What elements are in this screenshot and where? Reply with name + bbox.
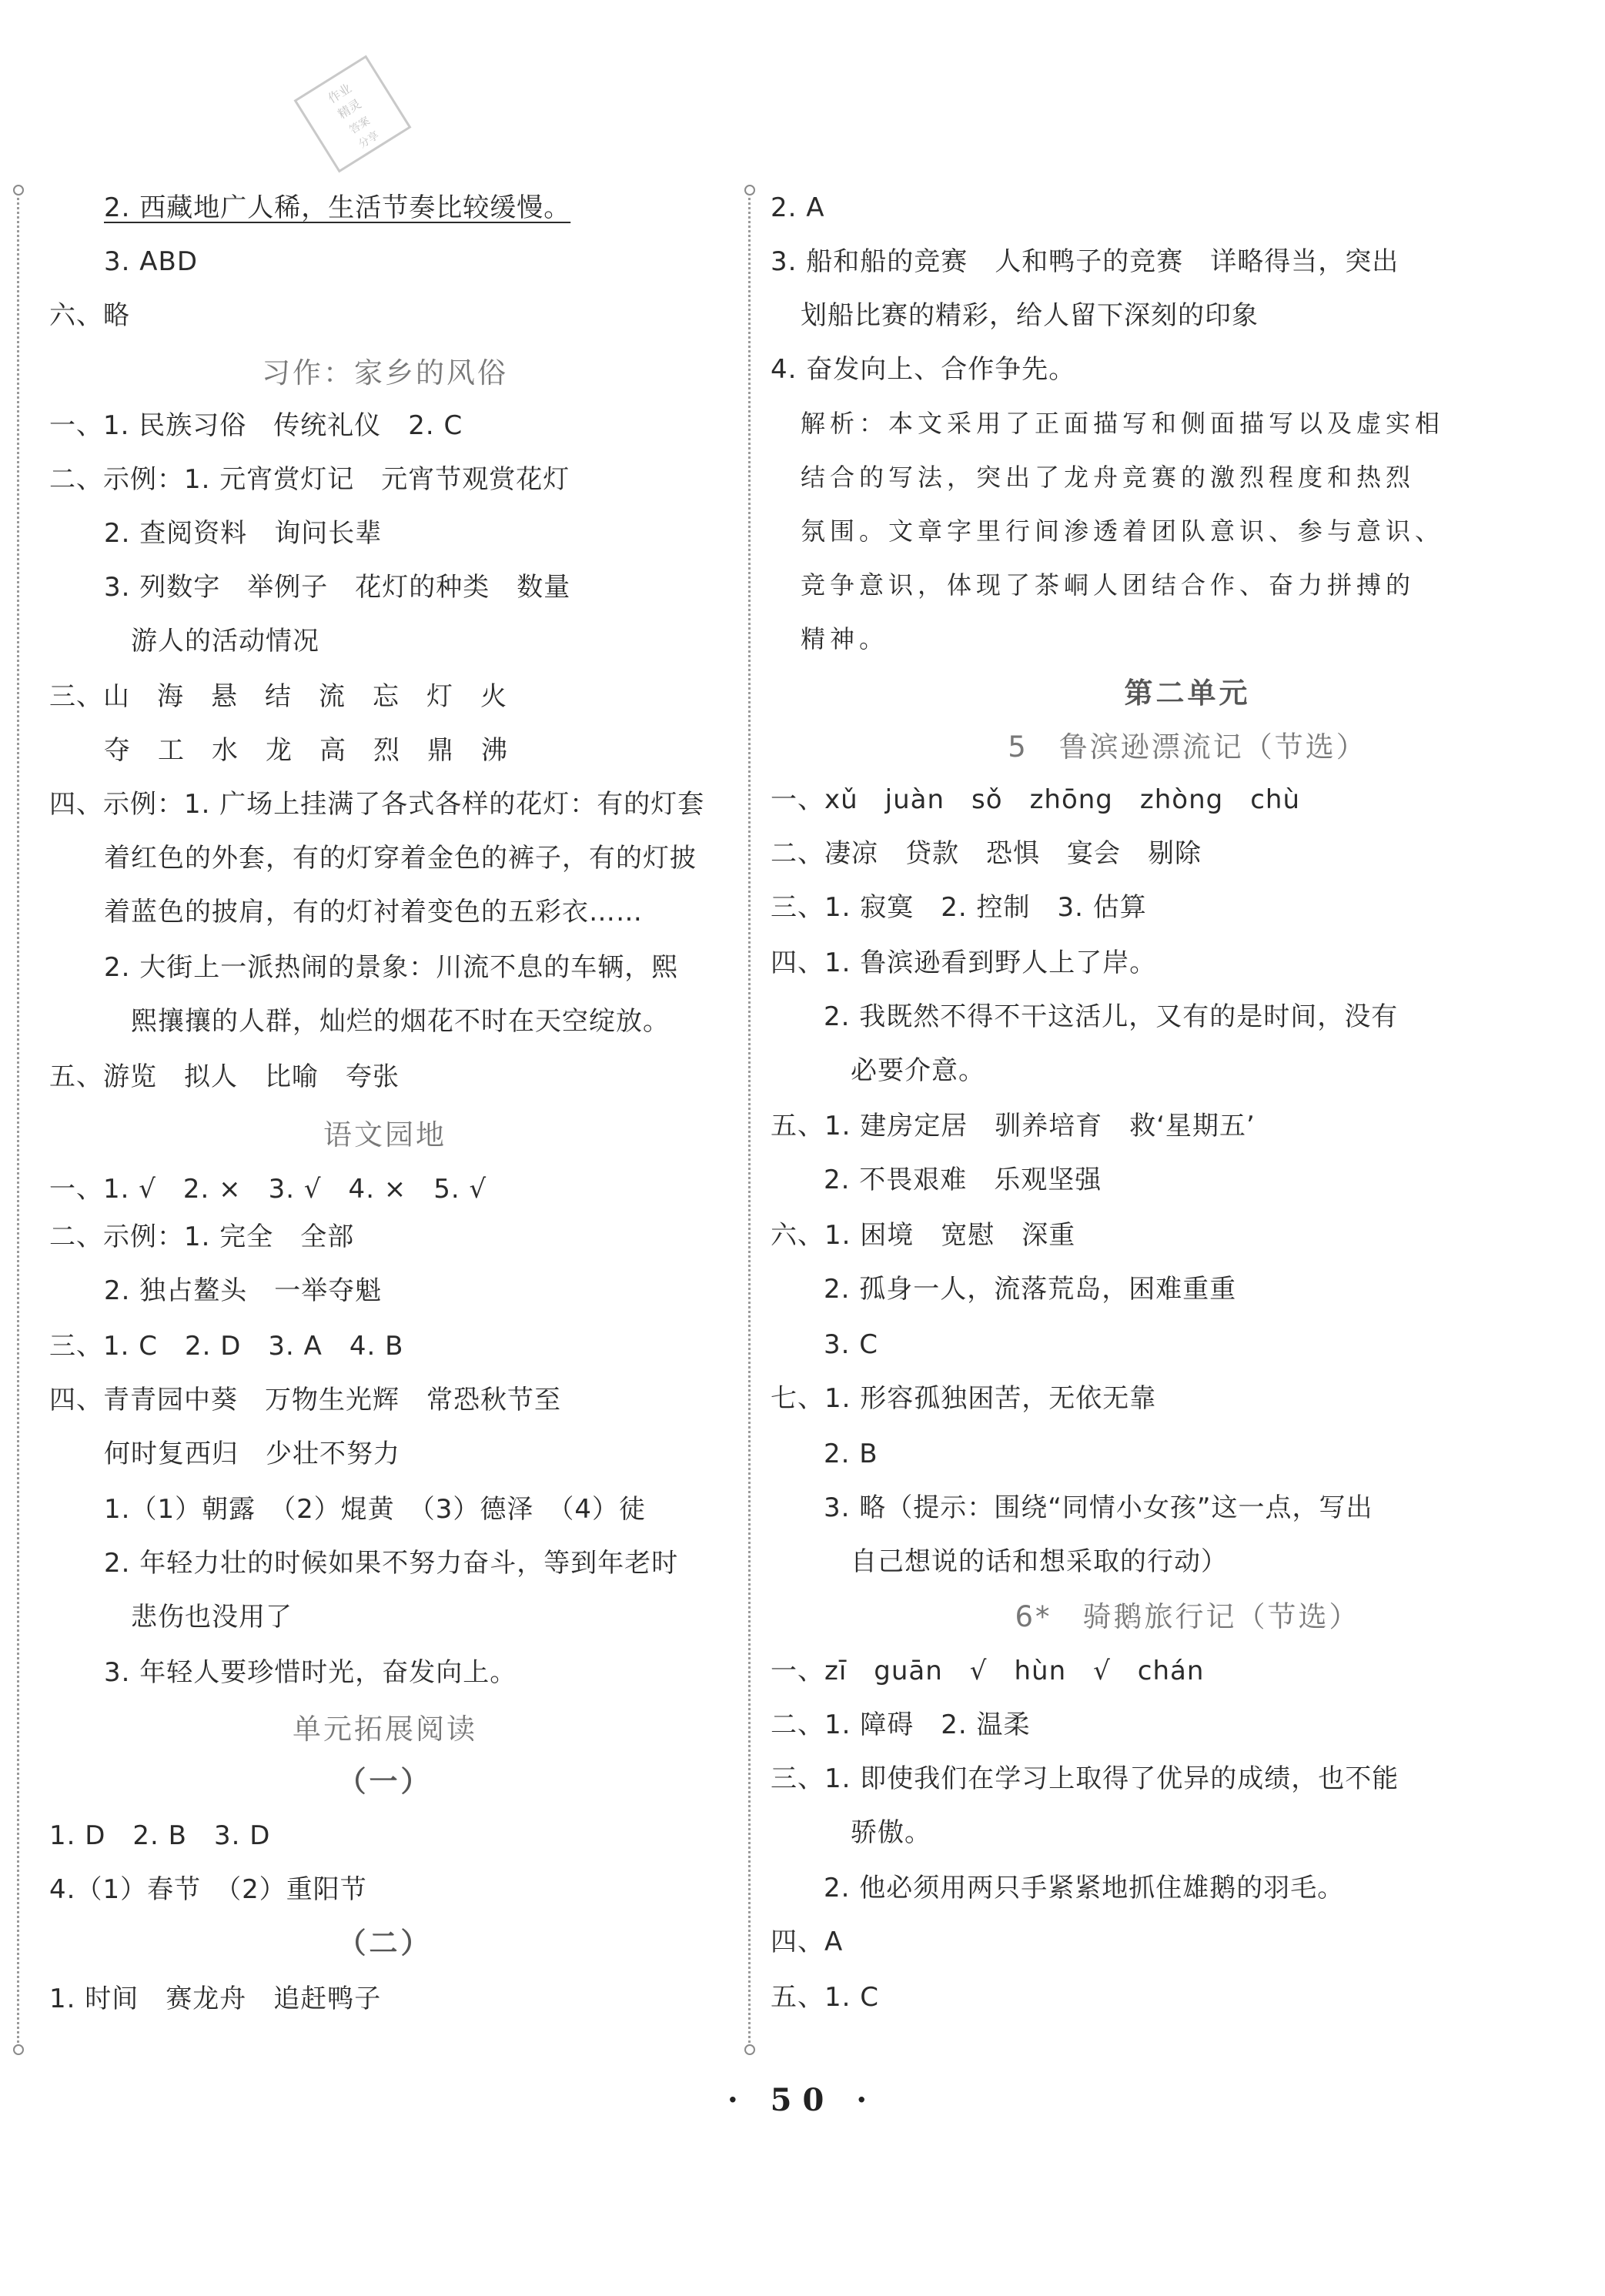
answer-line: 2. 我既然不得不干这活儿，又有的是时间，没有 [824, 1001, 1399, 1032]
answer-line: 夺 工 水 龙 高 烈 鼎 沸 [104, 735, 508, 766]
rule-top-circle-icon [13, 185, 24, 196]
answer-line: 一、1. 民族习俗 传统礼仪 2. C [49, 410, 463, 441]
answer-line: 骄傲。 [851, 1817, 931, 1848]
page-number: · 50 · [727, 2082, 878, 2118]
answer-line: 3. ABD [104, 246, 199, 277]
right-answer-column [770, 0, 1605, 2296]
answer-line: 3. 年轻人要珍惜时光，奋发向上。 [104, 1657, 517, 1688]
answer-line: 3. 船和船的竞赛 人和鸭子的竞赛 详略得当，突出 [771, 246, 1399, 277]
answer-line: 着蓝色的披肩，有的灯衬着变色的五彩衣…… [104, 897, 643, 927]
answer-line: 2. 独占鳌头 一举夺魁 [104, 1275, 383, 1306]
answer-line: 五、1. C [771, 1982, 879, 2013]
answer-line: 二、1. 障碍 2. 温柔 [771, 1709, 1031, 1740]
answer-line: 2. 孤身一人，流落荒岛，困难重重 [824, 1274, 1237, 1305]
lesson-heading: 6* 骑鹅旅行记（节选） [1015, 1600, 1360, 1633]
answer-line: 1. 时间 赛龙舟 追赶鸭子 [49, 1984, 382, 2014]
answer-line: 五、游览 拟人 比喻 夸张 [49, 1061, 400, 1092]
answer-line: 三、山 海 悬 结 流 忘 灯 火 [49, 681, 507, 712]
answer-line: 四、青青园中葵 万物生光辉 常恐秋节至 [49, 1385, 561, 1415]
answer-line: 4. 奋发向上、合作争先。 [771, 354, 1076, 385]
section-heading: 习作：家乡的风俗 [262, 356, 508, 389]
left-answer-column [0, 0, 770, 2296]
answer-line: 一、xǔ juàn sǒ zhōng zhòng chù [771, 784, 1301, 815]
answer-line: 游人的活动情况 [131, 626, 319, 657]
answer-line: 1.（1）朝露 （2）焜黄 （3）德泽 （4）徒 [104, 1494, 646, 1525]
answer-line: 2. 不畏艰难 乐观坚强 [824, 1165, 1102, 1195]
answer-line: 2. 大街上一派热闹的景象：川流不息的车辆，熙 [104, 952, 679, 983]
answer-line: 4.（1）春节 （2）重阳节 [49, 1874, 367, 1905]
subsection-heading: （二） [337, 1927, 433, 1960]
answer-line: 2. B [824, 1439, 878, 1469]
answer-line: 三、1. 寂寞 2. 控制 3. 估算 [771, 892, 1147, 923]
answer-line: 三、1. C 2. D 3. A 4. B [49, 1331, 404, 1362]
answer-line: 2. 西藏地广人稀，生活节奏比较缓慢。 [104, 192, 571, 223]
answer-line: 六、略 [49, 300, 130, 331]
svg-text:精灵: 精灵 [335, 96, 364, 122]
answer-line: 1. D 2. B 3. D [49, 1820, 271, 1851]
answer-line: 六、1. 困境 宽慰 深重 [771, 1220, 1076, 1251]
lesson-heading: 5 鲁滨逊漂流记（节选） [1008, 730, 1367, 764]
answer-line: 七、1. 形容孤独困苦，无依无靠 [771, 1383, 1157, 1414]
answer-line: 3. C [824, 1329, 878, 1360]
subsection-heading: （一） [337, 1765, 433, 1798]
answer-line: 五、1. 建房定居 驯养培育 救‘星期五’ [771, 1111, 1256, 1141]
answer-line: 2. 查阅资料 询问长辈 [104, 518, 383, 549]
answer-line: 二、凄凉 贷款 恐惧 宴会 剔除 [771, 838, 1202, 869]
answer-line: 3. 列数字 举例子 花灯的种类 数量 [104, 572, 571, 603]
answer-line: 自己想说的话和想采取的行动） [851, 1546, 1228, 1577]
answer-line: 二、示例：1. 元宵赏灯记 元宵节观赏花灯 [49, 464, 570, 495]
svg-text:分享: 分享 [356, 129, 382, 152]
svg-text:作业: 作业 [325, 80, 354, 106]
answer-line: 2. A [771, 192, 825, 223]
answer-line: 熙攘攘的人群，灿烂的烟花不时在天空绽放。 [131, 1006, 670, 1037]
answer-line: 2. 他必须用两只手紧紧地抓住雄鹅的羽毛。 [824, 1873, 1345, 1903]
answer-line: 何时复西归 少壮不努力 [104, 1439, 400, 1469]
analysis-line: 结合的写法，突出了龙舟竞赛的激烈程度和热烈 [801, 463, 1416, 492]
answer-line: 一、1. √ 2. × 3. √ 4. × 5. √ [49, 1174, 487, 1205]
answer-line: 划船比赛的精彩，给人留下深刻的印象 [801, 300, 1259, 331]
analysis-line: 竞争意识，体现了茶峒人团结合作、奋力拼搏的 [801, 570, 1416, 600]
rule-top-circle-icon [744, 185, 755, 196]
answer-line: 三、1. 即使我们在学习上取得了优异的成绩，也不能 [771, 1763, 1399, 1794]
answer-line: 着红色的外套，有的灯穿着金色的裤子，有的灯披 [104, 843, 697, 874]
answer-line: 四、示例：1. 广场上挂满了各式各样的花灯：有的灯套 [49, 789, 705, 820]
rule-bottom-circle-icon [13, 2044, 24, 2055]
answer-line: 2. 年轻力壮的时候如果不努力奋斗，等到年老时 [104, 1548, 679, 1579]
answer-line: 悲伤也没用了 [131, 1602, 293, 1633]
answer-line: 一、zī guān √ hùn √ chán [771, 1656, 1205, 1686]
section-heading: 语文园地 [323, 1118, 446, 1151]
answer-line: 二、示例：1. 完全 全部 [49, 1222, 355, 1252]
analysis-line: 精神。 [801, 624, 889, 653]
answer-line: 四、A [771, 1927, 844, 1957]
unit-heading: 第二单元 [1124, 677, 1251, 710]
answer-line: 3. 略（提示：围绕“同情小女孩”这一点，写出 [824, 1492, 1373, 1523]
answer-line: 四、1. 鲁滨逊看到野人上了岸。 [771, 947, 1157, 978]
analysis-line: 解析：本文采用了正面描写和侧面描写以及虚实相 [801, 409, 1445, 438]
answer-line: 必要介意。 [851, 1055, 985, 1086]
section-heading: 单元拓展阅读 [293, 1713, 477, 1746]
rule-bottom-circle-icon [744, 2044, 755, 2055]
center-dotted-rule [748, 192, 751, 2047]
analysis-line: 氛围。文章字里行间渗透着团队意识、参与意识、 [801, 516, 1445, 546]
svg-text:答案: 答案 [347, 115, 373, 137]
